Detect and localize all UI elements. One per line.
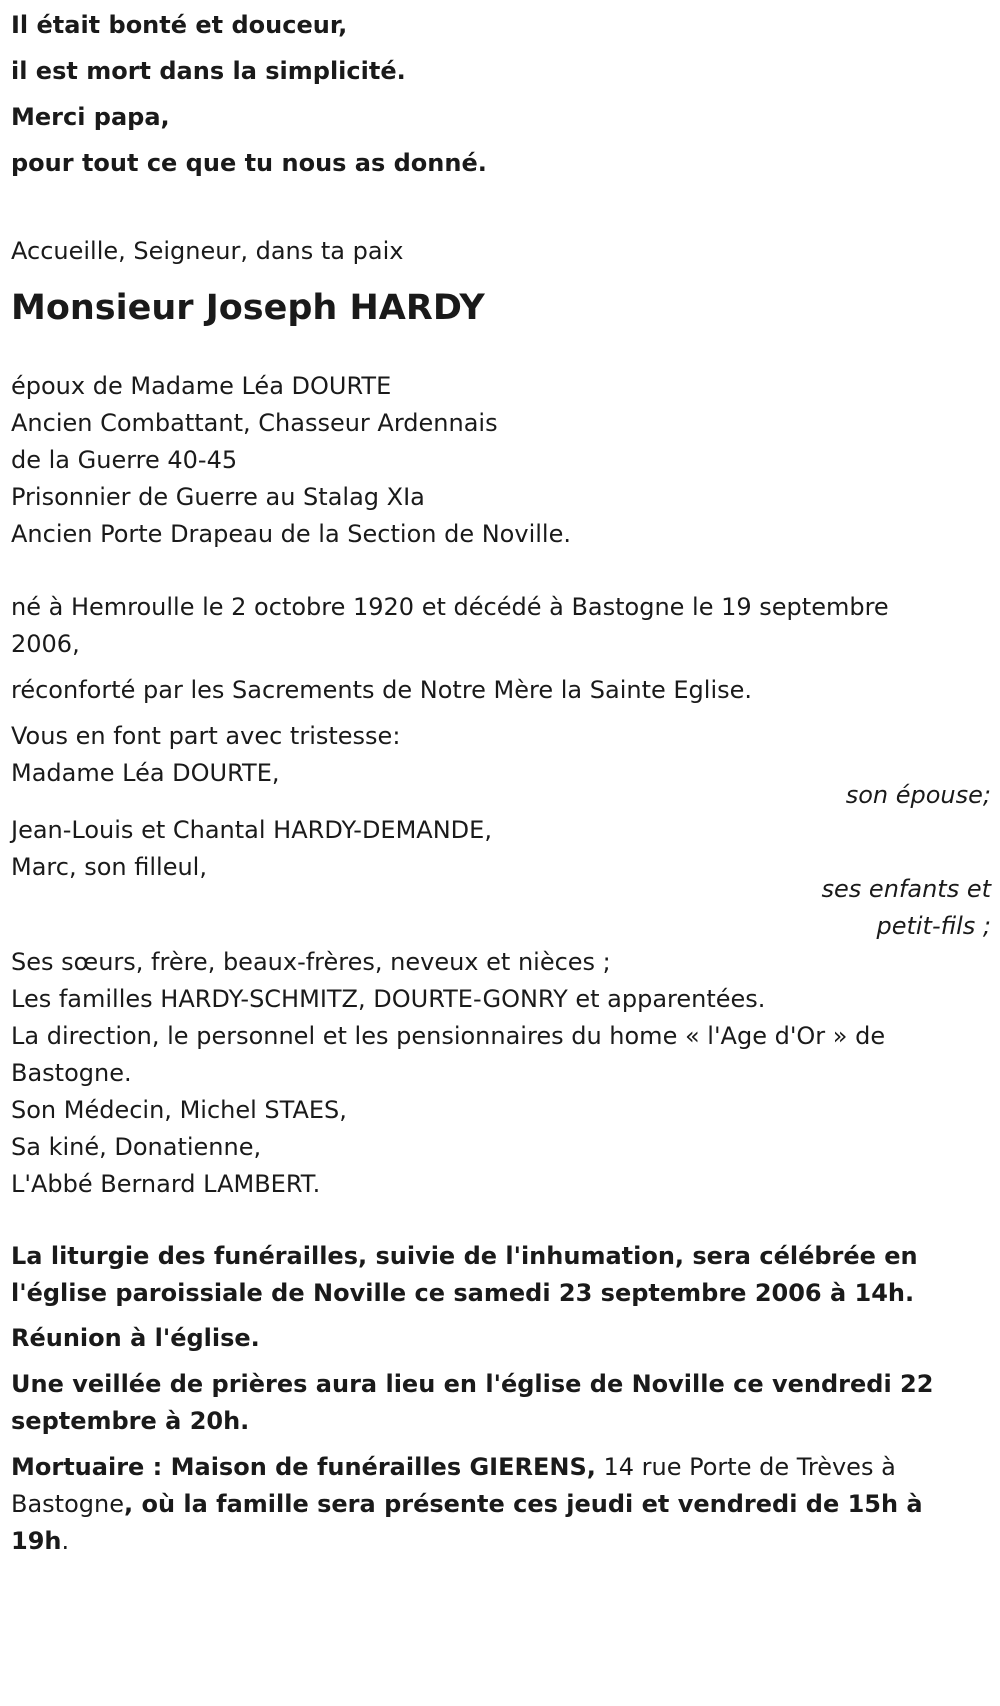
liturgy (11, 1238, 918, 1312)
birth-death (11, 589, 889, 663)
children-role-2: petit-fils ; (876, 912, 991, 940)
prayer-text: Accueille, Seigneur, dans ta paix (11, 237, 404, 265)
sacraments-text: réconforté par les Sacrements de Notre Mère la Sainte Eglise. (11, 676, 753, 704)
mortuary-presence: , où la famille sera présente ces jeudi et vendredi de 15h à (123, 1490, 923, 1518)
mortuary-hours: 19h (11, 1527, 62, 1555)
family-list (11, 944, 885, 1203)
children-role-1: ses enfants et (821, 875, 991, 903)
children-line-1: Jean-Louis et Chantal HARDY-DEMANDE, (11, 816, 492, 844)
spouse-role: son épouse; (845, 781, 991, 809)
bio-line-3: de la Guerre 40-45 (11, 446, 238, 474)
mortuary-city: Bastogne (11, 1490, 124, 1518)
spouse-name: Madame Léa DOURTE, (11, 759, 280, 787)
mortuary-line-1 (11, 1449, 923, 1486)
poem-line-4: pour tout ce que tu nous as donné. (11, 149, 487, 177)
children-line-2: Marc, son filleul, (11, 853, 207, 881)
family-line-1: Ses sœurs, frère, beaux-frères, neveux et nièces ; (11, 948, 611, 976)
mortuary-line-2 (11, 1486, 923, 1523)
mortuary (11, 1449, 923, 1560)
poem-line-3: Merci papa, (11, 103, 170, 131)
mortuary-label: Mortuaire : Maison de funérailles GIERENS, (11, 1453, 596, 1481)
bio-line-5: Ancien Porte Drapeau de la Section de Noville. (11, 520, 571, 548)
birth-death-line-1: né à Hemroulle le 2 octobre 1920 et décédé à Bastogne le 19 septembre (11, 593, 889, 621)
family-line-4: Bastogne. (11, 1059, 132, 1087)
bio-line-1: époux de Madame Léa DOURTE (11, 372, 392, 400)
liturgy-line-1: La liturgie des funérailles, suivie de l'inhumation, sera célébrée en (11, 1242, 918, 1270)
liturgy-line-2: l'église paroissiale de Noville ce samedi 23 septembre 2006 à 14h. (11, 1279, 915, 1307)
family-line-5: Son Médecin, Michel STAES, (11, 1096, 347, 1124)
announce-text: Vous en font part avec tristesse: (11, 722, 401, 750)
biography (11, 368, 571, 553)
deceased-name: Monsieur Joseph HARDY (11, 288, 485, 328)
family-line-2: Les familles HARDY-SCHMITZ, DOURTE-GONRY et apparentées. (11, 985, 766, 1013)
meeting-text: Réunion à l'église. (11, 1324, 260, 1352)
mortuary-end: . (61, 1527, 70, 1555)
poem (11, 2, 487, 186)
bio-line-2: Ancien Combattant, Chasseur Ardennais (11, 409, 498, 437)
vigil-line-1: Une veillée de prières aura lieu en l'église de Noville ce vendredi 22 (11, 1370, 934, 1398)
vigil-line-2: septembre à 20h. (11, 1407, 250, 1435)
poem-line-1: Il était bonté et douceur, (11, 11, 348, 39)
family-line-3: La direction, le personnel et les pensionnaires du home « l'Age d'Or » de (11, 1022, 886, 1050)
mortuary-address: 14 rue Porte de Trèves à (595, 1453, 896, 1481)
mortuary-line-3 (11, 1523, 923, 1560)
bio-line-4: Prisonnier de Guerre au Stalag XIa (11, 483, 425, 511)
birth-death-line-2: 2006, (11, 630, 80, 658)
vigil (11, 1366, 933, 1440)
family-line-7: L'Abbé Bernard LAMBERT. (11, 1170, 321, 1198)
poem-line-2: il est mort dans la simplicité. (11, 57, 406, 85)
family-line-6: Sa kiné, Donatienne, (11, 1133, 262, 1161)
